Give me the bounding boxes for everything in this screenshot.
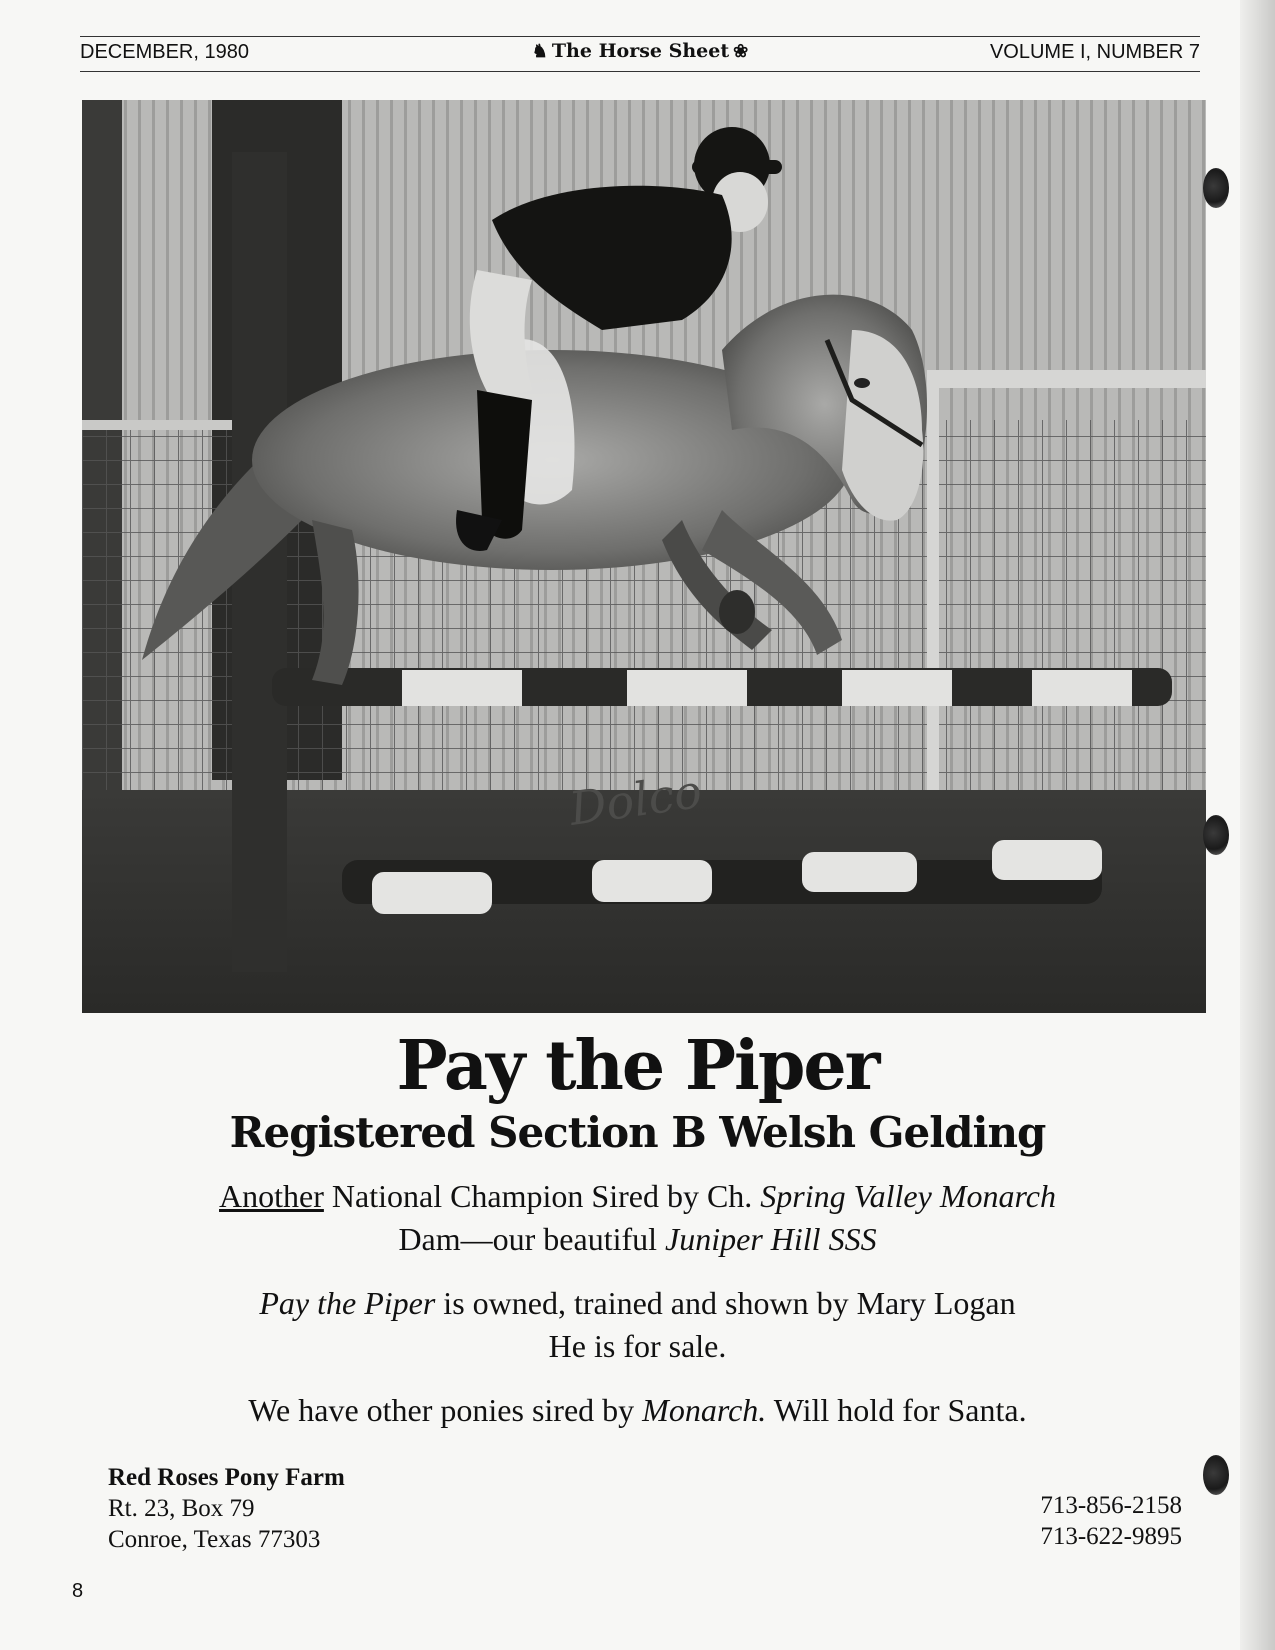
street-address: Rt. 23, Box 79 <box>108 1495 255 1522</box>
sire-name: Spring Valley Monarch <box>760 1178 1056 1214</box>
page-edge-shadow <box>1240 0 1275 1650</box>
phone-number: 713-856-2158 <box>1040 1492 1182 1519</box>
owner-line: Pay the Piper is owned, trained and shown by Mary Logan <box>259 1285 1016 1321</box>
farm-name: Red Roses Pony Farm <box>108 1464 345 1491</box>
dam-name: Juniper Hill SSS <box>665 1221 877 1257</box>
holly-ornament-icon: ❀ <box>733 41 749 62</box>
upper-jump-rail <box>272 668 1172 706</box>
ad-subtitle: Registered Section B Welsh Gelding <box>229 1108 1046 1157</box>
issue-date: DECEMBER, 1980 <box>80 41 249 63</box>
publication-name: ♞ The Horse Sheet ❀ <box>531 40 749 62</box>
phone-numbers <box>1040 1490 1182 1552</box>
page-number: 8 <box>72 1580 84 1602</box>
sire-line: Another National Champion Sired by Ch. Spring Valley Monarch <box>219 1178 1056 1214</box>
photo-illustration <box>82 100 1206 1013</box>
binder-hole <box>1203 815 1229 855</box>
volume-number: VOLUME I, NUMBER 7 <box>989 41 1200 63</box>
another-emphasis: Another <box>219 1178 324 1214</box>
binder-hole <box>1203 1455 1229 1495</box>
city-address: Conroe, Texas 77303 <box>108 1526 321 1553</box>
horse-ornament-icon: ♞ <box>531 41 548 62</box>
farm-address <box>108 1462 345 1555</box>
ad-title: Pay the Piper <box>396 1026 879 1106</box>
photo-watermark: Dolco <box>566 763 705 836</box>
horse-jumping-photo <box>82 100 1206 1013</box>
for-sale-line: He is for sale. <box>548 1328 727 1364</box>
phone-number: 713-622-9895 <box>1040 1523 1182 1550</box>
binder-hole <box>1203 168 1229 208</box>
running-head <box>80 36 1200 72</box>
other-ponies-line: We have other ponies sired by Monarch. Will hold for Santa. <box>248 1392 1027 1428</box>
dam-line: Dam—our beautiful Juniper Hill SSS <box>398 1221 877 1257</box>
